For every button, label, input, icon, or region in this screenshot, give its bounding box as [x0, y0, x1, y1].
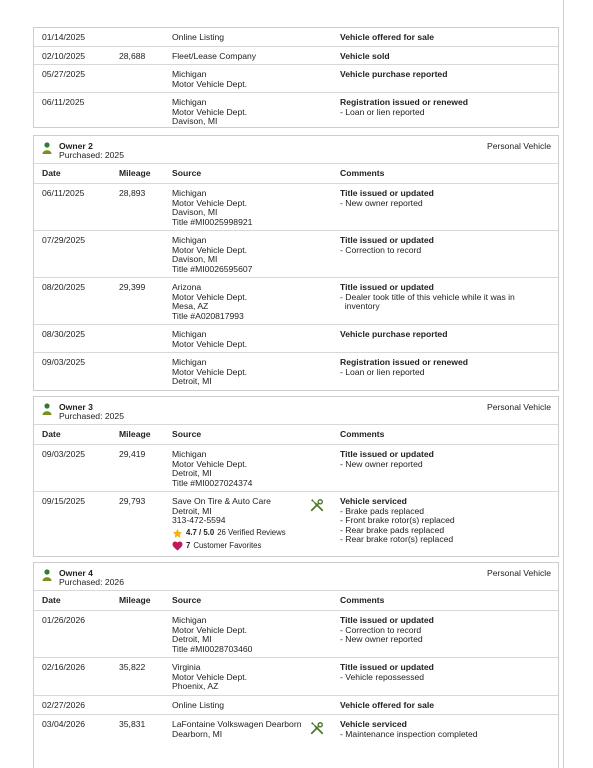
- source-line: Motor Vehicle Dept.: [172, 291, 247, 302]
- mileage-cell: 28,893: [119, 188, 146, 198]
- mileage-cell: 35,831: [119, 719, 146, 729]
- comment-cell: [340, 358, 555, 377]
- owner-purchased: Purchased: 2025: [59, 150, 124, 160]
- column-header-comments: Comments: [340, 168, 385, 178]
- source-line: Motor Vehicle Dept.: [172, 458, 247, 469]
- date-cell: 09/03/2025: [42, 357, 86, 367]
- column-header-date: Date: [42, 168, 61, 178]
- comment-cell: [340, 189, 555, 208]
- source-line: Motor Vehicle Dept.: [172, 671, 247, 682]
- date-cell: 05/27/2025: [42, 69, 86, 79]
- owner-purchased: Purchased: 2025: [59, 411, 124, 421]
- date-cell: 06/11/2025: [42, 97, 85, 107]
- table-header-row: [34, 591, 558, 611]
- table-row: [34, 658, 558, 696]
- star-icon: [172, 528, 183, 539]
- shop-favorites[interactable]: [172, 541, 332, 551]
- table-row: [34, 93, 558, 129]
- comment-title: Vehicle purchase reported: [340, 329, 448, 339]
- comment-cell: [340, 720, 555, 739]
- owner-name: Owner 3: [59, 402, 93, 412]
- date-cell: 01/26/2026: [42, 615, 86, 625]
- source-line: Motor Vehicle Dept.: [172, 244, 247, 255]
- date-cell: 06/11/2025: [42, 188, 85, 198]
- source-line: Motor Vehicle Dept.: [172, 78, 247, 89]
- comment-title: Title issued or updated: [340, 662, 434, 672]
- source-cell: [172, 330, 332, 349]
- comment-cell: [340, 236, 555, 255]
- owner-4-section: [33, 562, 559, 768]
- source-line: Michigan: [172, 615, 207, 625]
- comment-title: Title issued or updated: [340, 235, 434, 245]
- owner-name: Owner 2: [59, 141, 93, 151]
- table-row: [34, 353, 558, 390]
- wrench-screwdriver-icon: [310, 721, 324, 735]
- date-cell: 08/30/2025: [42, 329, 86, 339]
- table-row: [34, 715, 558, 765]
- comment-title: Vehicle offered for sale: [340, 32, 435, 42]
- table-row: [34, 278, 558, 325]
- comment-line: - Vehicle repossessed: [340, 671, 425, 682]
- source-cell: [172, 189, 332, 227]
- source-cell: [172, 70, 332, 89]
- source-line[interactable]: Save On Tire & Auto Care: [172, 496, 271, 506]
- comment-line: - Rear brake pads replaced: [340, 524, 445, 535]
- owner-3-section: [33, 396, 559, 557]
- comment-line: - New owner reported: [340, 458, 423, 469]
- comment-title: Vehicle serviced: [340, 719, 407, 729]
- source-cell: [172, 616, 332, 654]
- comment-cell: [340, 98, 555, 117]
- owner-vehicle-type: Personal Vehicle: [486, 141, 551, 151]
- person-icon: [42, 142, 52, 154]
- column-header-mileage: Mileage: [119, 168, 151, 178]
- mileage-cell: 29,793: [119, 496, 146, 506]
- comment-title: Registration issued or renewed: [340, 97, 468, 107]
- source-line: Arizona: [172, 282, 202, 292]
- source-cell: [172, 358, 332, 387]
- comment-title: Vehicle offered for sale: [340, 700, 435, 710]
- comment-cell: [340, 663, 555, 682]
- rating-reviews: 26 Verified Reviews: [217, 528, 286, 538]
- comment-cell: [340, 497, 555, 545]
- owner-header: [34, 397, 558, 425]
- source-line: Davison, MI: [172, 207, 218, 218]
- source-cell: [172, 720, 332, 739]
- comment-cell: [340, 616, 555, 645]
- date-cell: 09/03/2025: [42, 449, 86, 459]
- column-header-date: Date: [42, 595, 61, 605]
- table-row: [34, 696, 558, 715]
- source-line: Davison, MI: [172, 116, 218, 127]
- rating-value: 4.7 / 5.0: [186, 528, 215, 538]
- mileage-cell: 29,399: [119, 282, 146, 292]
- owner-vehicle-type: Personal Vehicle: [486, 402, 551, 412]
- source-line: Motor Vehicle Dept.: [172, 338, 247, 349]
- table-row: [34, 492, 558, 556]
- comment-line: - Front brake rotor(s) replaced: [340, 515, 455, 526]
- source-cell: [172, 98, 332, 127]
- date-cell: 02/16/2026: [42, 662, 86, 672]
- comment-title: Vehicle serviced: [340, 496, 407, 506]
- source-line: Phoenix, AZ: [172, 681, 219, 692]
- source-line: Michigan: [172, 235, 207, 245]
- comment-line: - New owner reported: [340, 634, 423, 645]
- source-line: Detroit, MI: [172, 376, 212, 387]
- source-line: Detroit, MI: [172, 468, 212, 479]
- date-cell: 02/27/2026: [42, 700, 86, 710]
- column-header-comments: Comments: [340, 429, 385, 439]
- person-icon: [42, 569, 52, 581]
- comment-line: inventory: [340, 301, 380, 312]
- mileage-cell: 28,688: [119, 51, 146, 61]
- source-cell: [172, 450, 332, 488]
- shop-rating[interactable]: [172, 528, 332, 539]
- comment-line: - Maintenance inspection completed: [340, 728, 478, 739]
- table-row: [34, 47, 558, 65]
- date-cell: 03/04/2026: [42, 719, 86, 729]
- favorites-count: 7: [186, 540, 191, 550]
- wrench-screwdriver-icon: [310, 498, 324, 512]
- source-line: Virginia: [172, 662, 201, 672]
- source-line: Michigan: [172, 357, 207, 367]
- owner-header: [34, 136, 558, 164]
- source-line: Title #MI0026595607: [172, 263, 253, 274]
- table-row: [34, 231, 558, 278]
- source-line: Michigan: [172, 69, 207, 79]
- source-cell: Online Listing: [172, 32, 225, 42]
- source-line[interactable]: LaFontaine Volkswagen Dearborn: [172, 719, 302, 729]
- table-row: [34, 445, 558, 492]
- comment-title: Vehicle sold: [340, 51, 390, 61]
- source-cell: [172, 236, 332, 274]
- column-header-date: Date: [42, 429, 61, 439]
- person-icon: [42, 403, 52, 415]
- source-line: Motor Vehicle Dept.: [172, 197, 247, 208]
- source-line: Title #MI0027024374: [172, 477, 253, 488]
- history-table-owner-1-continued: [33, 27, 559, 128]
- source-line: Title #MI0028703460: [172, 643, 253, 654]
- table-row: [34, 65, 558, 93]
- comment-line: - Loan or lien reported: [340, 106, 425, 117]
- source-line: Detroit, MI: [172, 505, 212, 516]
- source-line: 313-472-5594: [172, 515, 226, 526]
- source-line: Title #MI0025998921: [172, 216, 253, 227]
- comment-title: Title issued or updated: [340, 282, 434, 292]
- mileage-cell: 29,419: [119, 449, 146, 459]
- comment-line: - Dealer took title of this vehicle while it was in: [340, 291, 515, 302]
- source-line: Michigan: [172, 329, 207, 339]
- comment-line: - Brake pads replaced: [340, 505, 425, 516]
- source-cell: Fleet/Lease Company: [172, 51, 257, 61]
- heart-icon: [172, 541, 183, 551]
- owner-vehicle-type: Personal Vehicle: [486, 568, 551, 578]
- source-cell: [172, 283, 332, 321]
- source-line: Dearborn, MI: [172, 728, 223, 739]
- source-line: Michigan: [172, 449, 207, 459]
- column-header-mileage: Mileage: [119, 595, 151, 605]
- comment-title: Title issued or updated: [340, 449, 434, 459]
- comment-cell: [340, 283, 555, 312]
- table-row: [34, 28, 558, 47]
- source-line: Michigan: [172, 97, 207, 107]
- source-line: Motor Vehicle Dept.: [172, 624, 247, 635]
- table-header-row: [34, 164, 558, 184]
- comment-title: Title issued or updated: [340, 188, 434, 198]
- favorites-label: Customer Favorites: [193, 540, 262, 550]
- owner-2-section: [33, 135, 559, 391]
- comment-line: - Rear brake rotor(s) replaced: [340, 534, 454, 545]
- date-cell: 07/29/2025: [42, 235, 86, 245]
- source-line: Davison, MI: [172, 254, 218, 265]
- column-header-source: Source: [172, 168, 202, 178]
- owner-header: [34, 563, 558, 591]
- comment-title: Registration issued or renewed: [340, 357, 468, 367]
- owner-purchased: Purchased: 2026: [59, 577, 124, 587]
- comment-cell: [340, 450, 555, 469]
- source-line: Detroit, MI: [172, 634, 212, 645]
- page-right-rule: [563, 0, 564, 768]
- owner-name: Owner 4: [59, 568, 93, 578]
- column-header-source: Source: [172, 595, 202, 605]
- comment-line: - Correction to record: [340, 624, 422, 635]
- comment-line: - Correction to record: [340, 244, 422, 255]
- column-header-source: Source: [172, 429, 202, 439]
- date-cell: 02/10/2025: [42, 51, 86, 61]
- comment-line: - Loan or lien reported: [340, 366, 425, 377]
- comment-title: Title issued or updated: [340, 615, 434, 625]
- source-line: Michigan: [172, 188, 207, 198]
- column-header-comments: Comments: [340, 595, 385, 605]
- source-cell: Online Listing: [172, 700, 225, 710]
- date-cell: 08/20/2025: [42, 282, 86, 292]
- source-cell: [172, 497, 332, 551]
- table-row: [34, 184, 558, 231]
- comment-title: Vehicle purchase reported: [340, 69, 448, 79]
- date-cell: 01/14/2025: [42, 32, 86, 42]
- source-line: Title #A020817993: [172, 310, 244, 321]
- table-header-row: [34, 425, 558, 445]
- table-row: [34, 325, 558, 353]
- source-cell: [172, 663, 332, 692]
- mileage-cell: 35,822: [119, 662, 146, 672]
- table-row: [34, 611, 558, 658]
- column-header-mileage: Mileage: [119, 429, 151, 439]
- source-line: Mesa, AZ: [172, 301, 209, 312]
- source-line: Motor Vehicle Dept.: [172, 106, 247, 117]
- source-line: Motor Vehicle Dept.: [172, 366, 247, 377]
- comment-line: - New owner reported: [340, 197, 423, 208]
- date-cell: 09/15/2025: [42, 496, 86, 506]
